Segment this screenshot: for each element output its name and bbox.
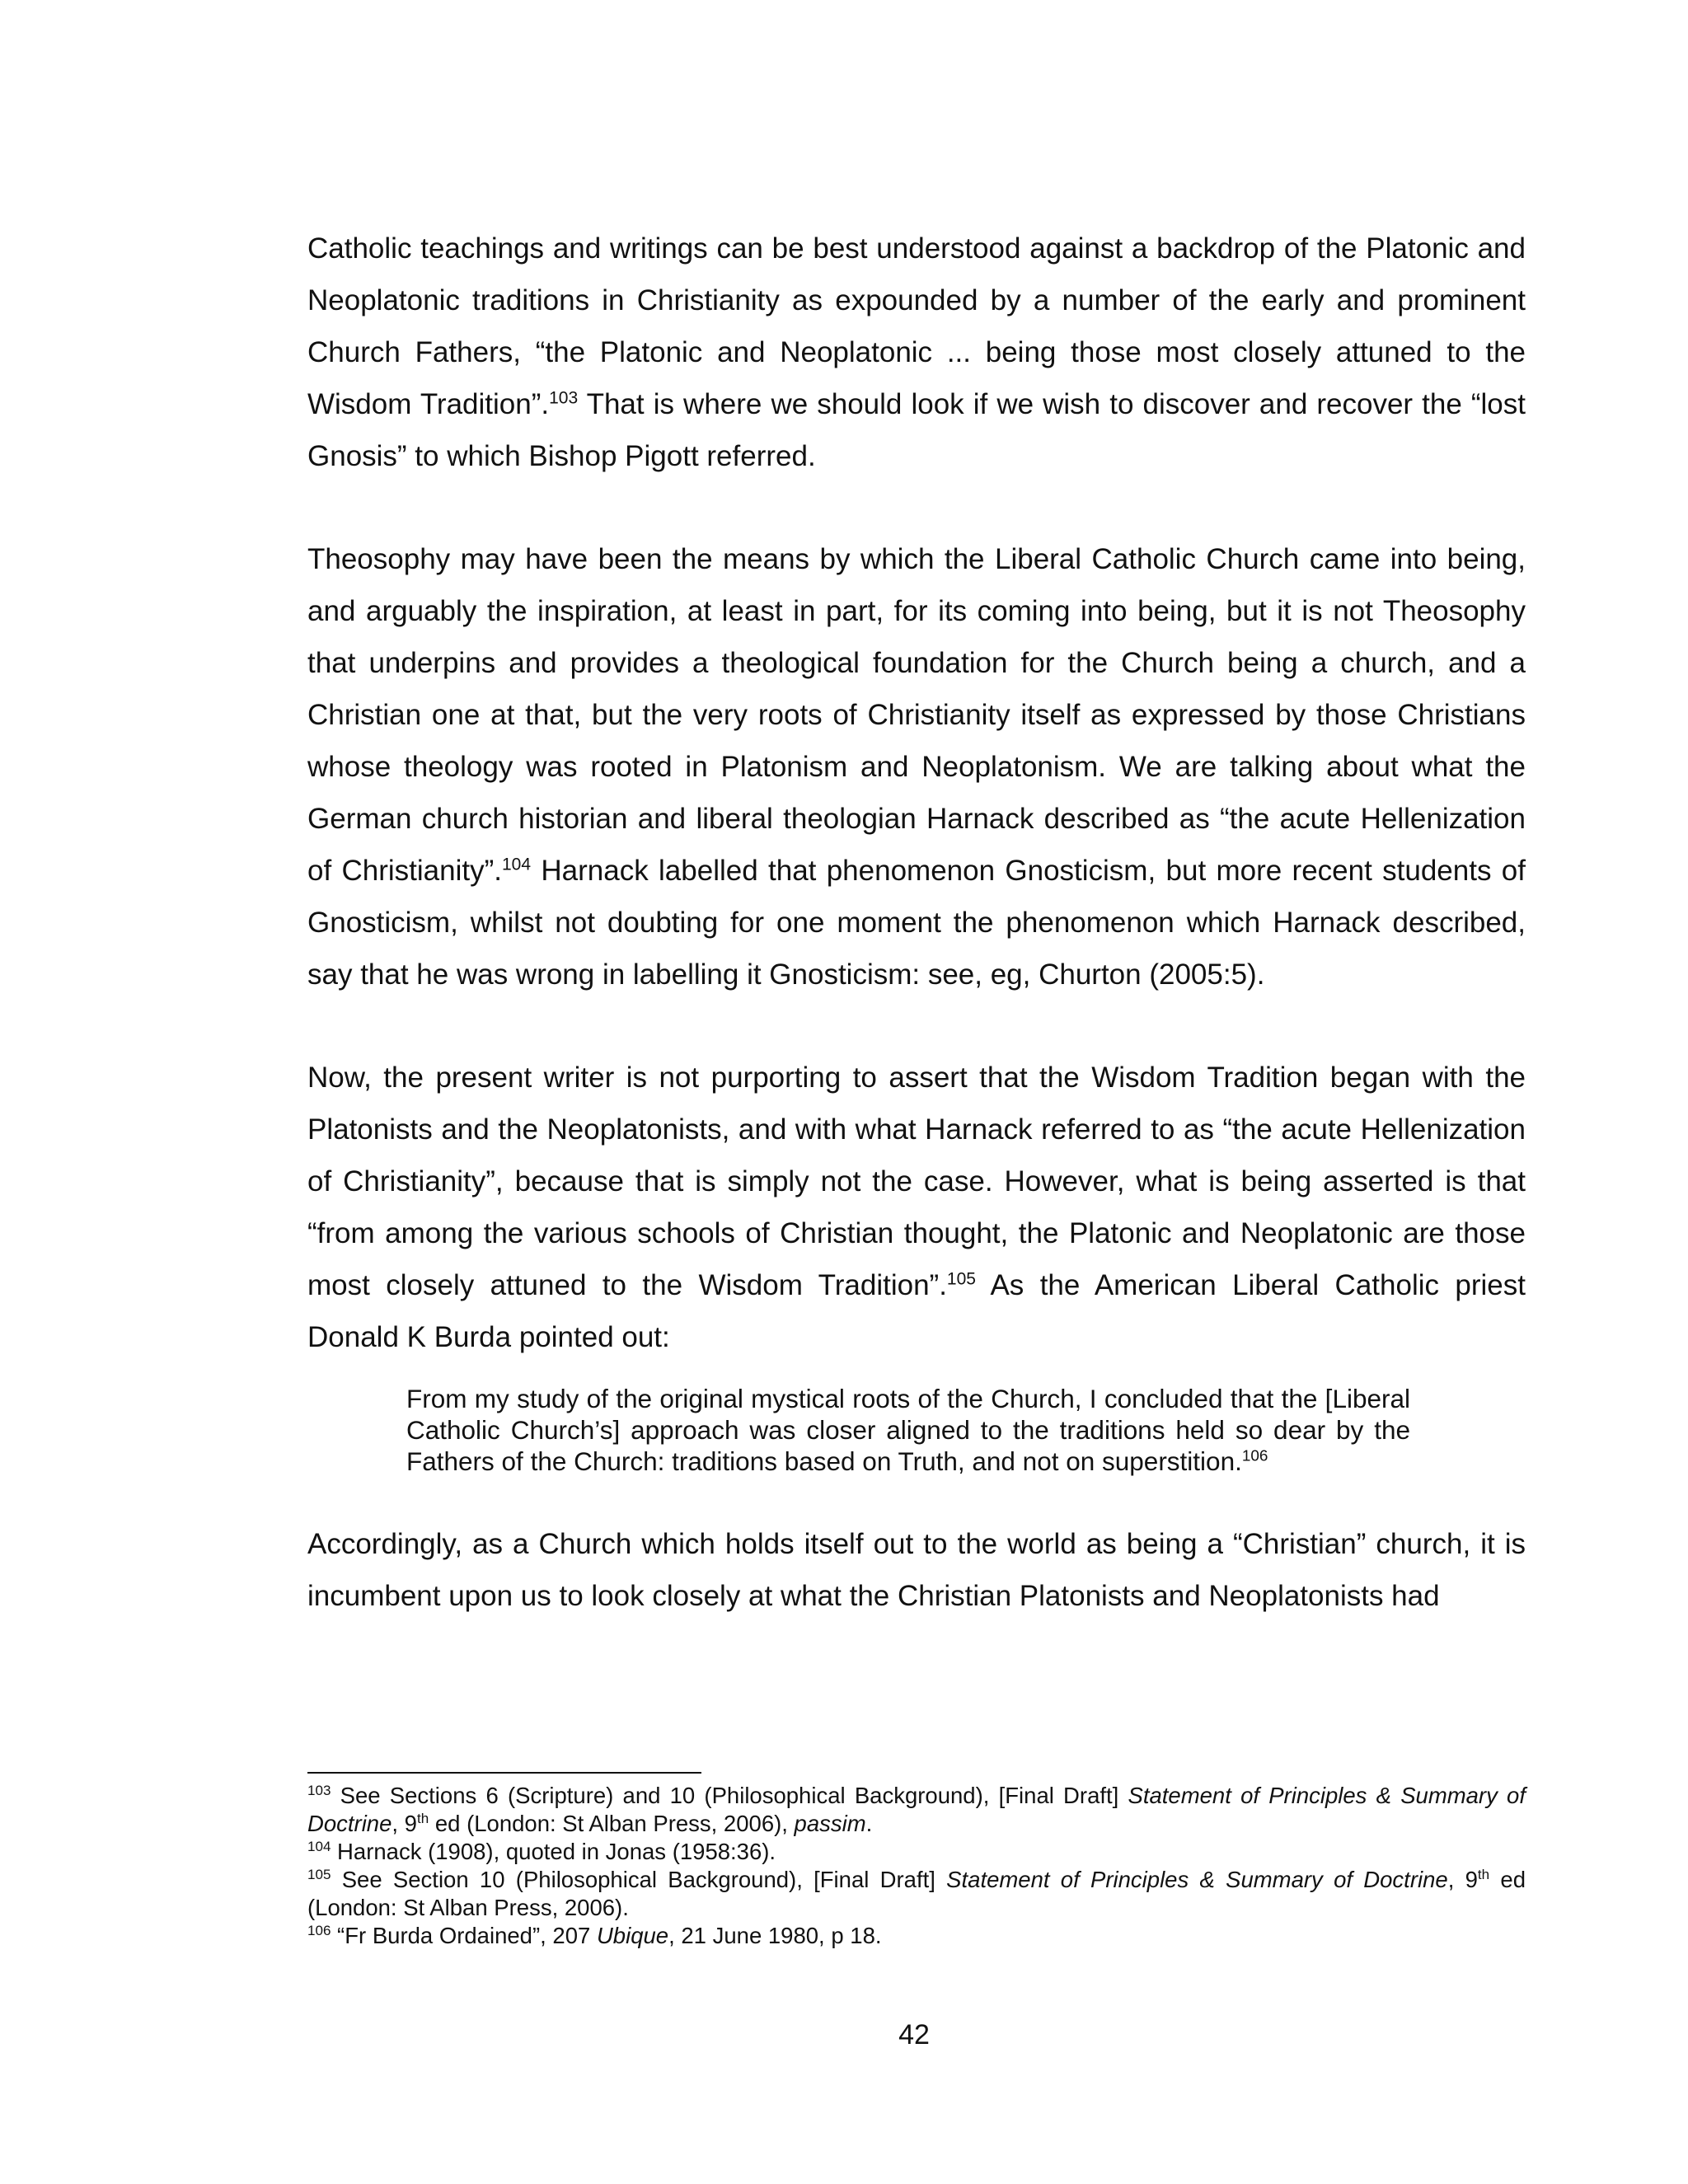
footnote-106: $^{106}$ “Fr Burda Ordained”, 207 Ubique, 21 June 1980, p 18. (307, 1922, 882, 1948)
paragraph: Catholic teachings and writings can be best understood against a backdrop of the Platonic and Neoplatonic traditions in Christianity as expounded by a number of the early and prominent Church Fathers, “the Platonic and Neoplatonic ... being those most closely attuned to the Wisdom Tradition”.$^{103}$ That is where we should look if we wish to discover and recover the “lost Gnosis” to which Bishop Pigott referred. (307, 232, 1526, 472)
paragraph: Accordingly, as a Church which holds itself out to the world as being a “Christian” church, it is incumbent upon us to look closely at what the Christian Platonists and Neoplatonists had (307, 1528, 1526, 1612)
footnote-ref[interactable]: 106 (1241, 1447, 1268, 1465)
paragraph: Theosophy may have been the means by which the Liberal Catholic Church came into being, and arguably the inspiration, at least in part, for its coming into being, but it is not Theosophy that underpins and provides a theological foundation for the Church being a church, and a Christian one at that, but the very roots of Christianity itself as expressed by those Christians whose theology was rooted in Platonism and Neoplatonism. We are talking about what the German church historian and liberal theologian Harnack described as “the acute Hellenization of Christianity”.$^{104}$ Harnack labelled that phenomenon Gnosticism, but more recent students of Gnosticism, whilst not doubting for one moment the phenomenon which Harnack described, say that he was wrong in labelling it Gnosticism: see, eg, Churton (2005:5). (307, 543, 1526, 991)
paragraph: Now, the present writer is not purporting to assert that the Wisdom Tradition began with the Platonists and the Neoplatonists, and with what Harnack referred to as “the acute Hellenization of Christianity”, because that is simply not the case. However, what is being asserted is that “from among the various schools of Christian thought, the Platonic and Neoplatonic are those most closely attuned to the Wisdom Tradition”.$^{105}$ As the American Liberal Catholic priest Donald K Burda pointed out: (307, 1062, 1526, 1353)
footnote-ref[interactable]: 104 (502, 855, 532, 874)
block-quote: From my study of the original mystical roots of the Church, I concluded that the [Liberal Catholic Church’s] approach was closer aligned to the traditions held so dear by the Fathers of the Church: traditions based on Truth, and not on superstition.$^{106}$ (406, 1384, 1410, 1476)
footnotes (307, 1782, 1526, 1950)
page-number: 42 (898, 2019, 930, 2050)
page-body (307, 223, 1526, 1622)
footnote-ref[interactable]: 105 (946, 1269, 976, 1289)
footnote-105: $^{105}$ See Section 10 (Philosophical Background), [Final Draft] Statement of Principles & Summary of Doctrine, 9th ed (London: St Alban Press, 2006). (307, 1866, 1526, 1920)
footnote-103: $^{103}$ See Sections 6 (Scripture) and 10 (Philosophical Background), [Final Draft] Statement of Principles & Summary of Doctrine, 9th ed (London: St Alban Press, 2006), passim. (307, 1782, 1526, 1836)
footnote-ref[interactable]: 103 (549, 388, 579, 408)
footnote-104: $^{104}$ Harnack (1908), quoted in Jonas (1958:36). (307, 1838, 776, 1864)
footnote-divider (307, 1772, 701, 1774)
